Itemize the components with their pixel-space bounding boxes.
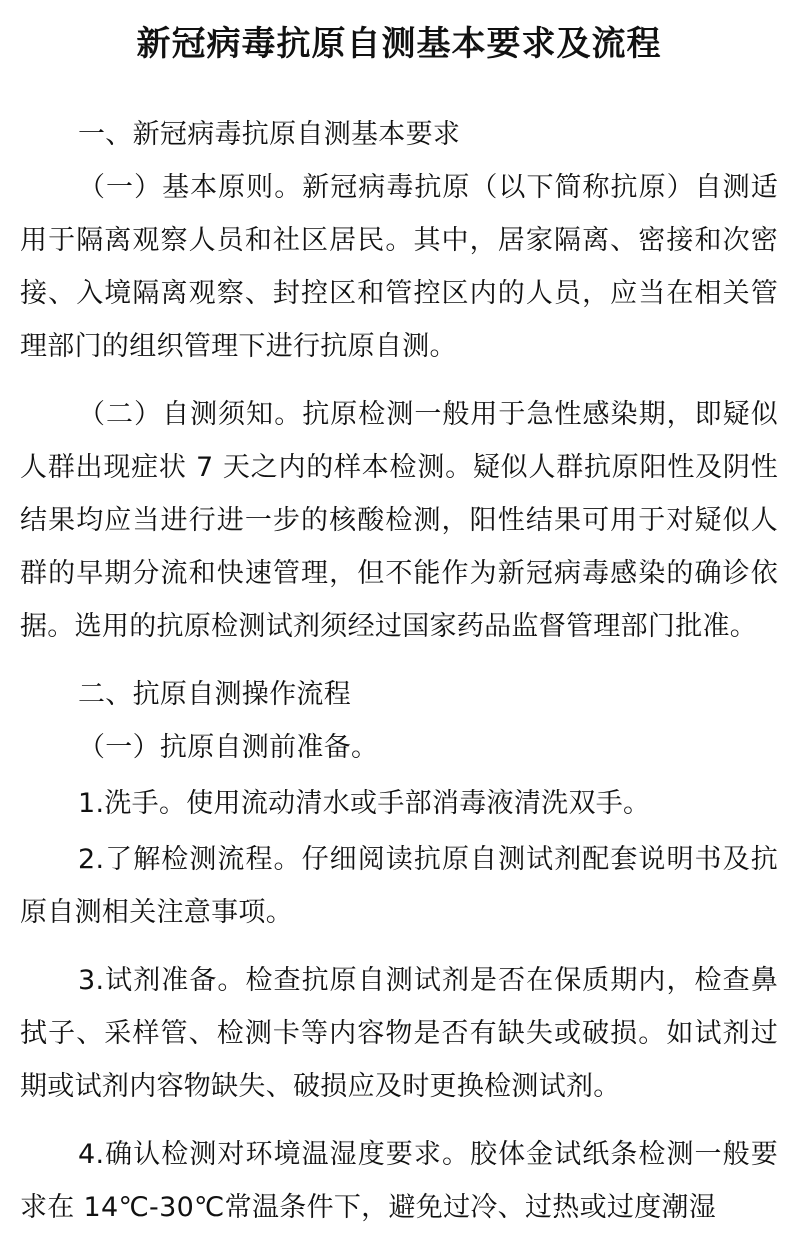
section-1-paragraph-principles: （一）基本原则。新冠病毒抗原（以下简称抗原）自测适用于隔离观察人员和社区居民。其中，居家隔离、密接和次密接、入境隔离观察、封控区和管控区内的人员，应当在相关管理部门的组织管理下进行抗原自测。 [20, 172, 778, 362]
step-2-read-instructions: 2.了解检测流程。仔细阅读抗原自测试剂配套说明书及抗原自测相关注意事项。 [20, 844, 778, 928]
step-1-wash-hands: 1.洗手。使用流动清水或手部消毒液清洗双手。 [78, 788, 651, 819]
section-1-heading: 一、新冠病毒抗原自测基本要求 [78, 119, 461, 150]
section-1-paragraph-notice: （二）自测须知。抗原检测一般用于急性感染期，即疑似人群出现症状 7 天之内的样本检测。疑似人群抗原阳性及阴性结果均应当进行进一步的核酸检测，阳性结果可用于对疑似人群的早期分流和快速管理，但不能作为新冠病毒感染的确诊依据。选用的抗原检测试剂须经过国家药品监督管理部门批准。 [20, 399, 778, 642]
section-2-subheading-preparation: （一）抗原自测前准备。 [78, 732, 379, 763]
step-3-reagent-check: 3.试剂准备。检查抗原自测试剂是否在保质期内，检查鼻拭子、采样管、检测卡等内容物是否有缺失或破损。如试剂过期或试剂内容物缺失、破损应及时更换检测试剂。 [20, 965, 778, 1102]
section-2-heading: 二、抗原自测操作流程 [78, 679, 351, 710]
document-body [20, 108, 778, 1234]
document-title: 新冠病毒抗原自测基本要求及流程 [136, 24, 662, 64]
step-4-environment-check: 4.确认检测对环境温湿度要求。胶体金试纸条检测一般要求在 14℃-30℃常温条件下，避免过冷、过热或过度潮湿 [20, 1139, 778, 1223]
